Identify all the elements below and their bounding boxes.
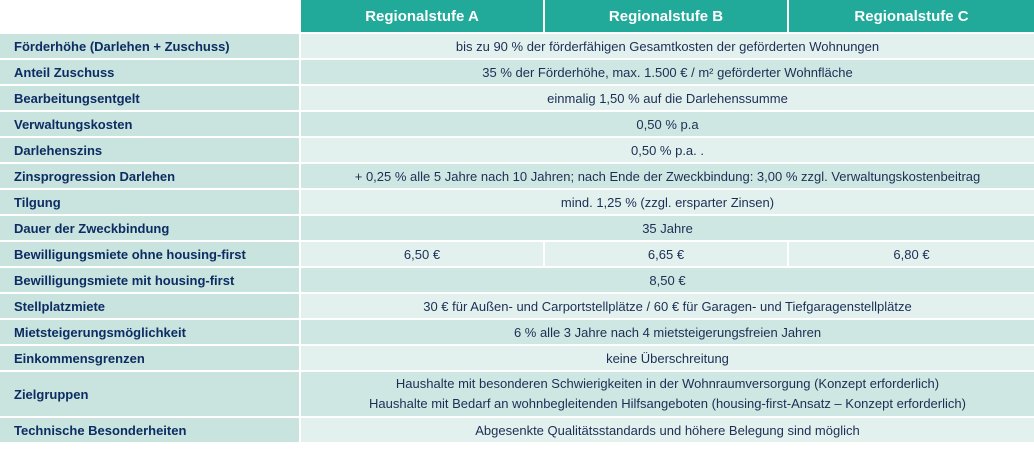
row-label: Tilgung xyxy=(0,190,299,214)
row-value: bis zu 90 % der förderfähigen Gesamtkosten der geförderten Wohnungen xyxy=(301,34,1034,58)
row-value: 8,50 € xyxy=(301,268,1034,292)
row-value: Abgesenkte Qualitätsstandards und höhere Belegung sind möglich xyxy=(301,418,1034,442)
row-value xyxy=(301,372,1034,416)
row-value: 35 % der Förderhöhe, max. 1.500 € / m² geförderter Wohnfläche xyxy=(301,60,1034,84)
row-value-line: Haushalte mit Bedarf an wohnbegleitenden Hilfsangeboten (housing-first-Ansatz – Konzept erforderlich) xyxy=(369,396,966,411)
row-label: Förderhöhe (Darlehen + Zuschuss) xyxy=(0,34,299,58)
row-value: 6 % alle 3 Jahre nach 4 mietsteigerungsfreien Jahren xyxy=(301,320,1034,344)
row-value-regionalstufe-a: 6,50 € xyxy=(301,242,543,266)
header-regionalstufe-c: Regionalstufe C xyxy=(789,0,1034,32)
row-value: mind. 1,25 % (zzgl. ersparter Zinsen) xyxy=(301,190,1034,214)
row-label: Anteil Zuschuss xyxy=(0,60,299,84)
row-value-regionalstufe-b: 6,65 € xyxy=(545,242,787,266)
row-value: 35 Jahre xyxy=(301,216,1034,240)
row-value: + 0,25 % alle 5 Jahre nach 10 Jahren; nach Ende der Zweckbindung: 3,00 % zzgl. Verwaltungskostenbeitrag xyxy=(301,164,1034,188)
row-value: 0,50 % p.a. . xyxy=(301,138,1034,162)
header-regionalstufe-a: Regionalstufe A xyxy=(301,0,543,32)
row-value-line: Haushalte mit besonderen Schwierigkeiten in der Wohnraumversorgung (Konzept erforderlich) xyxy=(395,376,940,391)
row-value: einmalig 1,50 % auf die Darlehenssumme xyxy=(301,86,1034,110)
row-label: Verwaltungskosten xyxy=(0,112,299,136)
row-label: Zielgruppen xyxy=(0,372,299,416)
row-label: Dauer der Zweckbindung xyxy=(0,216,299,240)
row-value-regionalstufe-c: 6,80 € xyxy=(789,242,1034,266)
row-label: Bearbeitungsentgelt xyxy=(0,86,299,110)
header-regionalstufe-b: Regionalstufe B xyxy=(545,0,787,32)
row-label: Technische Besonderheiten xyxy=(0,418,299,442)
row-value: keine Überschreitung xyxy=(301,346,1034,370)
row-label: Mietsteigerungsmöglichkeit xyxy=(0,320,299,344)
row-value: 0,50 % p.a xyxy=(301,112,1034,136)
row-label: Bewilligungsmiete mit housing-first xyxy=(0,268,299,292)
row-label: Darlehenszins xyxy=(0,138,299,162)
row-label: Einkommensgrenzen xyxy=(0,346,299,370)
row-label: Zinsprogression Darlehen xyxy=(0,164,299,188)
row-label: Stellplatzmiete xyxy=(0,294,299,318)
row-value: 30 € für Außen- und Carportstellplätze / 60 € für Garagen- und Tiefgaragenstellplätze xyxy=(301,294,1034,318)
row-label: Bewilligungsmiete ohne housing-first xyxy=(0,242,299,266)
